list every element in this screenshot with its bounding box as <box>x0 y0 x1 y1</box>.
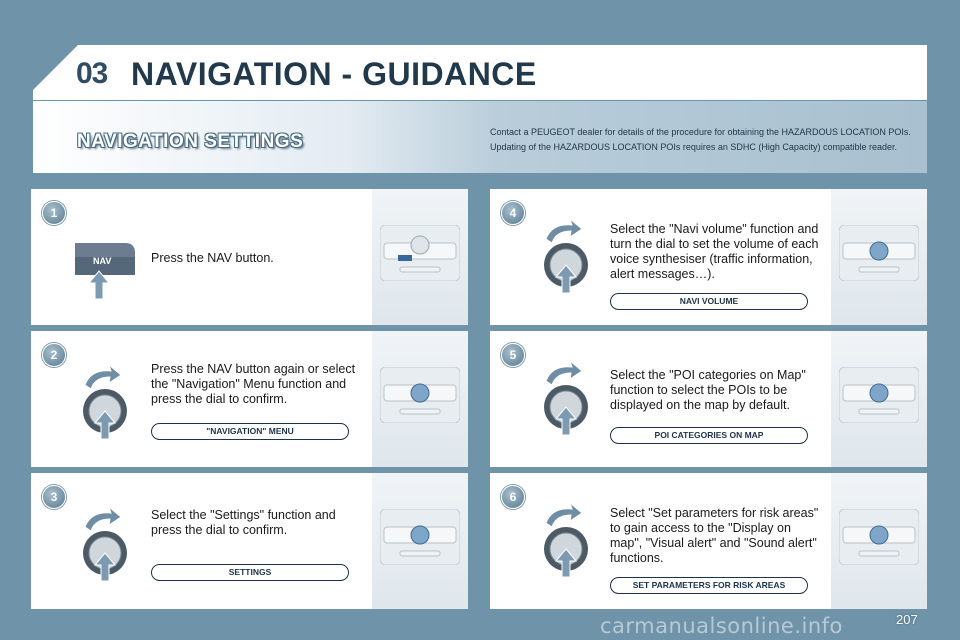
page-number: 207 <box>896 612 918 627</box>
step-instruction: Select "Set parameters for risk areas" to gain access to the "Display on map", "Visual alert" and "Sound alert" functions. <box>610 506 819 565</box>
step-card-1 <box>31 189 468 325</box>
dial-icon <box>536 499 596 579</box>
menu-label: SETTINGS <box>151 564 349 581</box>
chapter-number: 03 <box>76 57 108 90</box>
step-card-4 <box>490 189 927 325</box>
control-panel-image <box>831 189 927 325</box>
step-card-6 <box>490 473 927 609</box>
page-title: NAVIGATION - GUIDANCE <box>131 56 537 92</box>
dial-icon <box>536 357 596 437</box>
step-badge: 4 <box>501 201 525 225</box>
step-card-5 <box>490 331 927 467</box>
dial-icon <box>536 215 596 295</box>
control-panel-image <box>831 331 927 467</box>
watermark: carmanualsonline.info <box>600 614 843 638</box>
step-card-3 <box>31 473 468 609</box>
control-panel-image <box>372 189 468 325</box>
step-card-2 <box>31 331 468 467</box>
section-title: NAVIGATION SETTINGS <box>77 131 304 152</box>
nav-button-label: NAV <box>93 256 112 266</box>
step-badge: 6 <box>501 485 525 509</box>
dial-icon <box>75 503 135 583</box>
menu-label: POI CATEGORIES ON MAP <box>610 427 808 444</box>
menu-label: "NAVIGATION" MENU <box>151 423 349 440</box>
control-panel-image <box>372 331 468 467</box>
step-instruction: Select the "POI categories on Map" function to select the POIs to be displayed on the map by default. <box>610 368 806 412</box>
step-instruction: Select the "Settings" function and press the dial to confirm. <box>151 508 336 537</box>
step-instruction: Select the "Navi volume" function and turn the dial to set the volume of each voice synthesiser (traffic information, alert messages…). <box>610 222 819 281</box>
step-instruction: Press the NAV button again or select the "Navigation" Menu function and press the dial to confirm. <box>151 362 356 406</box>
control-panel-image <box>831 473 927 609</box>
step-badge: 1 <box>42 201 66 225</box>
notice-line: Updating of the HAZARDOUS LOCATION POIs requires an SDHC (High Capacity) compatible reader. <box>490 142 897 152</box>
notice-text <box>490 125 922 155</box>
menu-label: NAVI VOLUME <box>610 293 808 310</box>
step-instruction: Press the NAV button. <box>151 251 274 265</box>
notice-line: Contact a PEUGEOT dealer for details of the procedure for obtaining the HAZARDOUS LOCATION POIs. <box>490 127 911 137</box>
nav-button-icon <box>69 235 139 301</box>
step-badge: 5 <box>501 343 525 367</box>
step-badge: 3 <box>42 485 66 509</box>
step-badge: 2 <box>42 343 66 367</box>
control-panel-image <box>372 473 468 609</box>
dial-icon <box>75 361 135 441</box>
menu-label: SET PARAMETERS FOR RISK AREAS <box>610 577 808 594</box>
